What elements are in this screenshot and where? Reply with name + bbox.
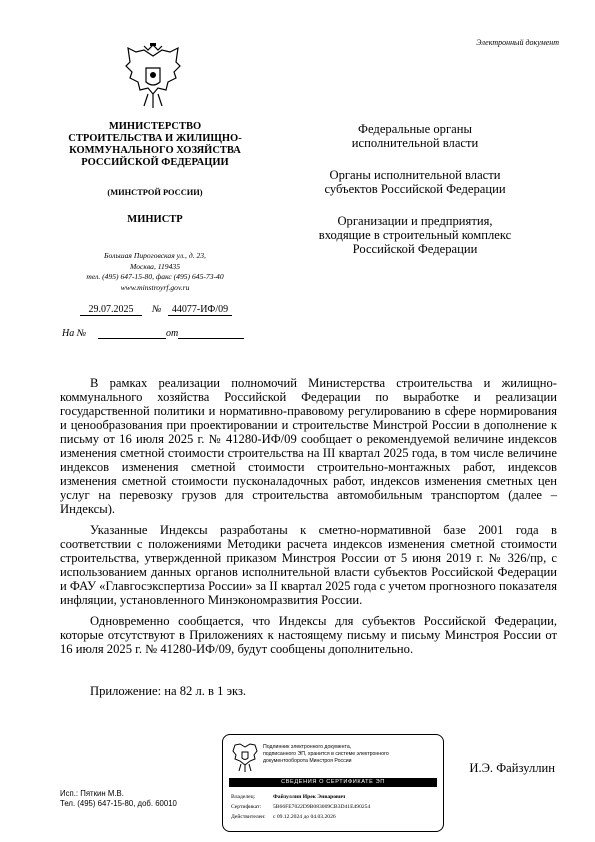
certificate-validity-row (231, 812, 370, 822)
ministry-name-line: МИНИСТЕРСТВО (108, 121, 202, 132)
ministry-name-line: РОССИЙСКОЙ ФЕДЕРАЦИИ (81, 157, 229, 168)
certificate-details (231, 792, 370, 822)
ministry-address (60, 251, 250, 293)
addressee-line: Органы исполнительной власти (329, 168, 501, 182)
registration-number-label: № (152, 304, 162, 315)
document-type-note: Электронный документ (476, 38, 559, 47)
body-paragraph: В рамках реализации полномочий Министерства строительства и жилищно-коммунального хозяйства Российской Федерации по выработке и реализации государственной политики и нормативно-правовому регулированию в сфере нормирования и ценообразования при проектировании и строительстве Минстрой России в дополнение к письму от 16 июля 2025 г. № 41280-ИФ/09 сообщает о рекомендуемой величине индексов изменения сметной стоимости строительства на III квартал 2025 года, в том числе величине индексов изменения сметной стоимости строительно-монтажных работ, индексов изменения сметной стоимости пусконаладочных работ, индексов изменения сметных цен услуг на перевозку грузов для строительства автомобильным транспортом (далее – Индексы). (60, 376, 557, 516)
ministry-name (60, 121, 250, 169)
registration-number: 44077-ИФ/09 (168, 304, 232, 316)
electronic-signature-stamp (222, 734, 444, 832)
executor-phone: Тел. (495) 647-15-80, доб. 60010 (60, 799, 177, 808)
addressee-line: исполнительной власти (351, 136, 479, 150)
address-line: Москва, 119435 (130, 261, 180, 271)
reference-line (62, 328, 252, 342)
addressee-line: Российской Федерации (352, 242, 478, 256)
attachment-note: Приложение: на 82 л. в 1 экз. (90, 684, 247, 698)
certificate-value: 5B66FE7022D9B083009CB3D41E490254 (273, 804, 371, 810)
certificate-info-bar: СВЕДЕНИЯ О СЕРТИФИКАТЕ ЭП (229, 778, 437, 787)
body-paragraph: Указанные Индексы разработаны к сметно-нормативной базе 2001 года в соответствии с положениями Методики расчета индексов изменения сметной стоимости строительства, утвержденной приказом Минстроя России от 5 июня 2019 г. № 326/пр, с использованием данных органов исполнительной власти субъектов Российской Федерации и ФАУ «Главгосэкспертиза России» за II квартал 2025 года с учетом прогнозного показателя инфляции, установленного Минэкономразвития России. (60, 523, 557, 607)
registration-line (62, 304, 252, 318)
owner-label: Владелец: (231, 794, 256, 800)
coat-of-arms-emblem-icon (122, 42, 184, 114)
ministry-name-line: КОММУНАЛЬНОГО ХОЗЯЙСТВА (69, 145, 241, 156)
reference-date-label: от (166, 328, 179, 339)
owner-value: Файзуллин Ирек Энварович (273, 794, 346, 800)
executor-info (60, 789, 177, 809)
address-line: Большая Пироговская ул., д. 23, (104, 251, 206, 260)
addressee-federal (290, 122, 540, 150)
signer-name: И.Э. Файзуллин (469, 761, 555, 775)
addressee-regional (290, 168, 540, 196)
addressee-organizations (290, 214, 540, 256)
address-line: тел. (495) 647-15-80, факс (495) 645-73-40 (86, 272, 224, 281)
stamp-header-line: Подлинник электронного документа, (263, 744, 352, 750)
stamp-header-line: документооборота Минстроя России (263, 758, 352, 764)
reference-date-blank (178, 338, 244, 339)
certificate-owner-row (231, 792, 370, 802)
ministry-name-line: СТРОИТЕЛЬСТВА И ЖИЛИЩНО- (68, 133, 242, 144)
reference-number-blank (98, 338, 166, 339)
letter-body (60, 376, 557, 656)
stamp-header-line: подписанного ЭП, хранится в системе электронного (263, 751, 389, 757)
minister-title: МИНИСТР (127, 214, 183, 225)
validity-value: с 09.12.2024 до 04.03.2026 (273, 814, 336, 820)
reference-label: На № (62, 328, 87, 339)
stamp-emblem-icon (231, 741, 259, 775)
registration-date: 29.07.2025 (80, 304, 142, 316)
ministry-short-name: (МИНСТРОЙ РОССИИ) (107, 188, 203, 197)
website-line: www.minstroyrf.gov.ru (120, 282, 190, 292)
certificate-serial-row (231, 802, 370, 812)
body-paragraph: Одновременно сообщается, что Индексы для субъектов Российской Федерации, которые отсутствуют в Приложениях к настоящему письму и письму Минстроя России от 16 июля 2025 г. № 41280-ИФ/09, будут сообщены дополнительно. (60, 614, 557, 656)
addressee-line: Организации и предприятия, (337, 214, 493, 228)
addressee-line: субъектов Российской Федерации (324, 182, 506, 196)
executor-name: Исп.: Пяткин М.В. (60, 789, 124, 798)
validity-label: Действителен: (231, 814, 266, 820)
stamp-header (263, 744, 389, 765)
certificate-label: Сертификат: (231, 804, 262, 810)
addressee-line: Федеральные органы (358, 122, 472, 136)
addressee-line: входящие в строительный комплекс (318, 228, 512, 242)
